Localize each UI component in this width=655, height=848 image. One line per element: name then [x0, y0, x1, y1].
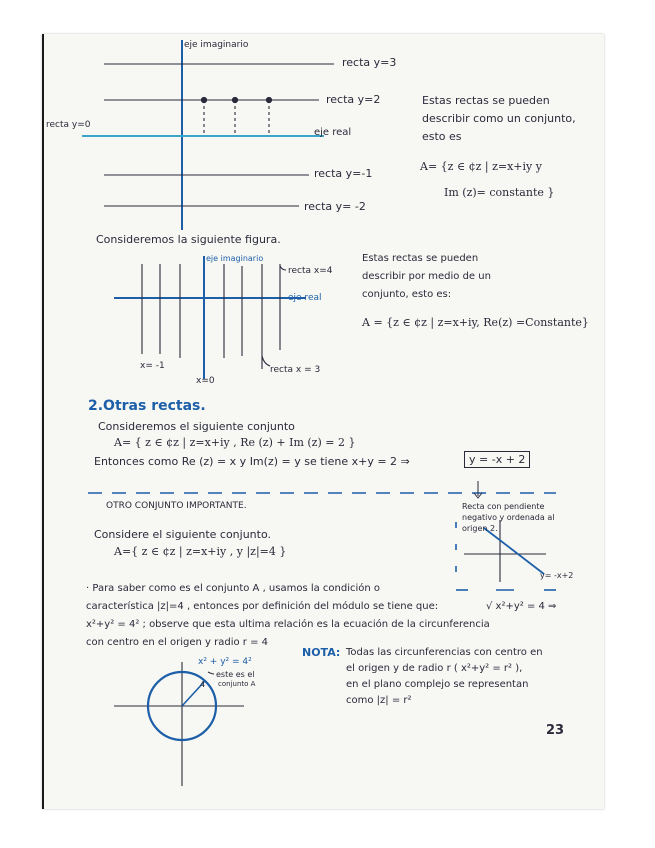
fig2-recta-x3: recta x = 3 — [270, 365, 321, 375]
section2-note3: origen 2. — [462, 524, 498, 533]
graph-label: y= -x+2 — [540, 571, 574, 580]
set3: A={ z ∈ ¢z | z=x+iy , y |z|=4 } — [114, 545, 287, 558]
fig1-recta-y0: recta y=0 — [46, 120, 91, 130]
para-sqrt: √ x²+y² = 4 ⇒ — [486, 601, 557, 612]
text2-line2: describir por medio de un — [362, 271, 491, 282]
nota-label: NOTA: — [302, 646, 341, 659]
fig1-recta-ym2: recta y= -2 — [304, 200, 366, 213]
section2-set: A= { z ∈ ¢z | z=x+iy , Re (z) + Im (z) = 2 } — [114, 436, 356, 449]
fig1-recta-y2: recta y=2 — [326, 93, 381, 106]
fig2-eje-real: eje real — [288, 293, 322, 303]
para-line2: característica |z|=4 , entonces por definición del módulo se tiene que: — [86, 601, 439, 612]
section2-entonces: Entonces como Re (z) = x y Im(z) = y se tiene x+y = 2 ⇒ — [94, 455, 410, 468]
pointer-x4 — [280, 266, 286, 270]
para-line1: · Para saber como es el conjunto A , usamos la condición o — [86, 583, 381, 594]
text1-line3: esto es — [422, 130, 462, 143]
page-number: 23 — [546, 723, 565, 738]
section2-note1: Recta con pendiente — [462, 502, 545, 511]
nota-line1: Todas las circunferencias con centro en — [346, 647, 543, 658]
point-2 — [232, 97, 237, 102]
circle-label-1: este es el — [216, 670, 255, 679]
text2-set: A = {z ∈ ¢z | z=x+iy, Re(z) =Constante} — [362, 316, 589, 329]
figure-1 — [82, 40, 334, 230]
point-1 — [201, 97, 206, 102]
pointer-x3 — [262, 356, 270, 366]
nota-line3: en el plano complejo se representan — [346, 679, 529, 690]
consideremos-figura: Consideremos la siguiente figura. — [96, 233, 281, 246]
considere-text: Considere el siguiente conjunto. — [94, 528, 271, 541]
nota-line2: el origen y de radio r ( x²+y² = r² ), — [346, 663, 523, 674]
circle-equation: x² + y² = 4² — [198, 657, 252, 667]
section2-note2: negativo y ordenada al — [462, 513, 555, 522]
fig1-recta-y3: recta y=3 — [342, 56, 397, 69]
fig1-eje-real: eje real — [314, 127, 352, 138]
circle-radius-label: 4 — [200, 680, 206, 689]
fig1-recta-ym1: recta y=-1 — [314, 167, 373, 180]
section2-result-box: y = -x + 2 — [464, 451, 530, 468]
text1-set-a: A= {z ∈ ¢z | z=x+iy y — [420, 160, 542, 173]
section2-intro: Consideremos el siguiente conjunto — [98, 420, 295, 433]
text1-line1: Estas rectas se pueden — [422, 94, 550, 107]
otro-conjunto-heading: OTRO CONJUNTO IMPORTANTE. — [106, 501, 247, 511]
fig2-x-0: x=0 — [196, 376, 215, 386]
text1-line2: describir como un conjunto, — [422, 112, 576, 125]
fig1-eje-imaginario: eje imaginario — [184, 40, 249, 50]
notebook-page — [42, 34, 604, 809]
nota-line4: como |z| = r² — [346, 695, 412, 706]
fig2-x-minus-1: x= -1 — [140, 361, 165, 371]
para-line4: con centro en el origen y radio r = 4 — [86, 637, 269, 648]
fig2-eje-imaginario: eje imaginario — [206, 254, 264, 263]
text2-line1: Estas rectas se pueden — [362, 253, 479, 264]
section2-title: 2.Otras rectas. — [88, 398, 206, 414]
circle-label-2: conjunto A — [218, 680, 256, 688]
para-line3: x²+y² = 4² ; observe que esta ultima relación es la ecuación de la circunferencia — [86, 619, 490, 630]
fig2-recta-x4: recta x=4 — [288, 266, 333, 276]
text1-set-b: Im (z)= constante } — [444, 186, 555, 199]
text2-line3: conjunto, esto es: — [362, 289, 452, 300]
point-3 — [266, 97, 271, 102]
